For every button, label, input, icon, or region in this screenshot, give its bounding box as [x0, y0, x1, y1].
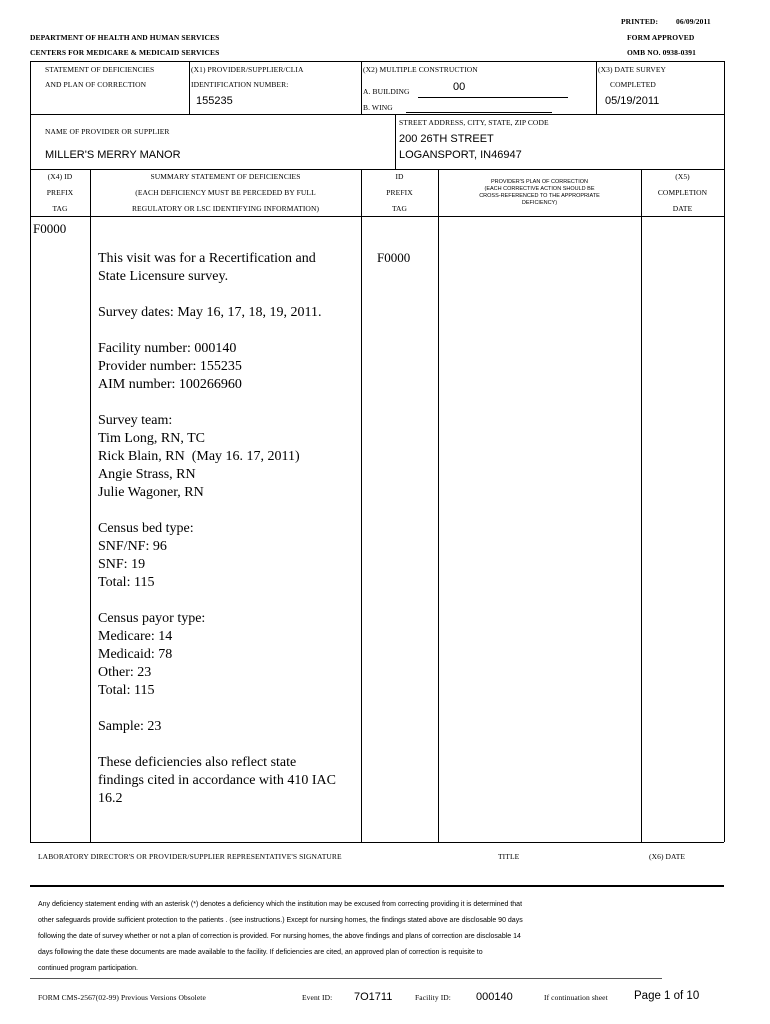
x6-date-label: (X6) DATE — [649, 852, 686, 861]
right-prefix-tag: F0000 — [377, 250, 411, 265]
disclaimer-text — [38, 897, 523, 977]
address-line-1: 200 26TH STREET — [399, 133, 494, 145]
plan-header-4: DEFICIENCY) — [521, 200, 558, 206]
title-label: TITLE — [498, 852, 520, 861]
id-header-1: ID — [395, 172, 404, 181]
facility-id-value: 000140 — [476, 991, 513, 1003]
signature-divider — [30, 885, 724, 887]
id-header-3: TAG — [391, 204, 408, 213]
department-name: DEPARTMENT OF HEALTH AND HUMAN SERVICES — [30, 33, 220, 42]
summary-statement-text: This visit was for a Recertification and State Licensure survey. Survey dates: May 16, 17, 18, 19, 2011. Facility number: 000140 Provider number: 155235 AIM number: 100266960 Survey team: Tim Long, RN, TC Rick Blain, RN (May 16. 17, 2011) Angie Strass, RN Julie Wagoner, RN Census bed type: SNF/NF: 96 SNF: 19 Total: 115 Census payor type: Medicare: 14 Medicaid: 78 Other: 23 Total: 115 Sample: 23 These deficiencies also reflect state findings cited in accordance with 410 IAC 16.2 — [98, 251, 336, 806]
disclaimer-line-2: other safeguards provide sufficient protection to the patients . (see instructions.) Except for nursing homes, the findings stated above are disclosable 90 days — [38, 917, 523, 924]
building-underline — [418, 97, 568, 98]
statement-label-1: STATEMENT OF DEFICIENCIES — [45, 65, 155, 74]
x5-header-3: DATE — [672, 204, 693, 213]
plan-header-1: PROVIDER'S PLAN OF CORRECTION — [490, 179, 588, 185]
building-label: A. BUILDING — [363, 87, 410, 96]
survey-completed-date: 05/19/2011 — [605, 95, 660, 107]
event-id-label: Event ID: — [302, 993, 333, 1002]
signature-label: LABORATORY DIRECTOR'S OR PROVIDER/SUPPLIER REPRESENTATIVE'S SIGNATURE — [38, 852, 342, 861]
centers-name: CENTERS FOR MEDICARE & MEDICAID SERVICES — [30, 48, 220, 57]
address-line-2: LOGANSPORT, IN46947 — [399, 149, 522, 161]
disclaimer-line-1: Any deficiency statement ending with an asterisk (*) denotes a deficiency which the institution may be excused from correcting providing it is determined that — [38, 901, 523, 908]
form-approved: FORM APPROVED — [627, 33, 695, 42]
summary-header-1: SUMMARY STATEMENT OF DEFICIENCIES — [150, 172, 301, 181]
disclaimer-line-4: days following the date these documents are made available to the facility. If deficiencies are cited, an approved plan of correction is requisite to — [38, 949, 483, 956]
wing-underline — [406, 112, 552, 113]
continuation-label: If continuation sheet — [544, 993, 608, 1002]
footer-divider — [30, 978, 662, 979]
x3-label-2: COMPLETED — [610, 80, 656, 89]
printed-label: PRINTED: — [621, 17, 659, 26]
summary-header-2: (EACH DEFICIENCY MUST BE PERCEDED BY FULL — [135, 188, 316, 197]
wing-label: B. WING — [363, 103, 393, 112]
event-id-value: 7O1711 — [354, 991, 393, 1003]
building-value: 00 — [453, 81, 466, 93]
plan-header-3: CROSS-REFERENCED TO THE APPROPRIATE — [479, 193, 600, 199]
x4-header-2: PREFIX — [46, 188, 74, 197]
facility-id-label: Facility ID: — [415, 993, 451, 1002]
omb-number: OMB NO. 0938-0391 — [627, 48, 696, 57]
provider-name-value: MILLER'S MERRY MANOR — [45, 149, 181, 161]
disclaimer-line-5: continued program participation. — [38, 965, 139, 972]
x5-header-1: (X5) — [675, 172, 690, 181]
printed-date: 06/09/2011 — [676, 17, 711, 26]
page-indicator: Page 1 of 10 — [634, 990, 700, 1002]
x1-label-2: IDENTIFICATION NUMBER: — [191, 80, 289, 89]
x5-header-2: COMPLETION — [657, 188, 708, 197]
address-label: STREET ADDRESS, CITY, STATE, ZIP CODE — [399, 118, 549, 127]
x4-header-1: (X4) ID — [47, 172, 73, 181]
left-prefix-tag: F0000 — [33, 221, 67, 236]
x4-header-3: TAG — [52, 204, 68, 213]
x1-label-1: (X1) PROVIDER/SUPPLIER/CLIA — [191, 65, 304, 74]
x2-label: (X2) MULTIPLE CONSTRUCTION — [363, 65, 478, 74]
summary-header-3: REGULATORY OR LSC IDENTIFYING INFORMATION) — [131, 204, 320, 213]
disclaimer-line-3: following the date of survey whether or not a plan of correction is provided. For nursing homes, the above findings and plans of correction are disclosable 14 — [38, 933, 521, 940]
id-header-2: PREFIX — [386, 188, 413, 197]
provider-id-value: 155235 — [196, 95, 233, 107]
plan-header-2: (EACH CORRECTIVE ACTION SHOULD BE — [484, 186, 595, 192]
statement-label-2: AND PLAN OF CORRECTION — [45, 80, 147, 89]
form-number: FORM CMS-2567(02-99) Previous Versions Obsolete — [38, 993, 206, 1002]
x3-label-1: (X3) DATE SURVEY — [598, 65, 667, 74]
provider-name-label: NAME OF PROVIDER OR SUPPLIER — [45, 127, 170, 136]
